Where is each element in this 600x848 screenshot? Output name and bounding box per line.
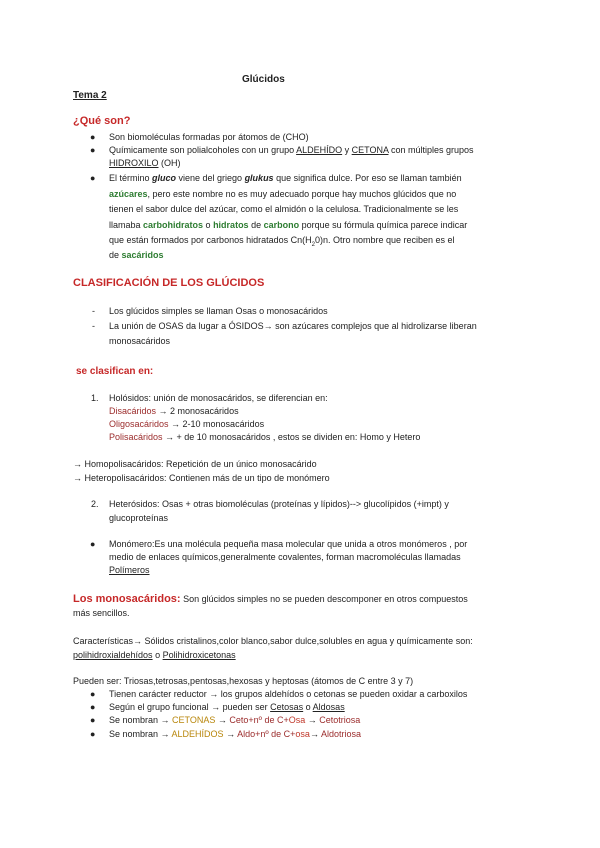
grupo-funcional-item: Según el grupo funcional → pueden ser Cetosas o Aldosas — [109, 702, 345, 712]
bullet-dot: ● — [90, 132, 96, 142]
bullet-dot: ● — [90, 715, 96, 725]
bullet-dot: ● — [90, 702, 96, 712]
monosacaridos-heading-line: Los monosacáridos: Son glúcidos simples no se pueden descomponer en otros compuestos — [73, 593, 468, 605]
bullet-dot: ● — [90, 729, 96, 739]
que-son-bullet-2-line-2: HIDROXILO (OH) — [109, 158, 181, 168]
que-son-bullet-1: Son biomoléculas formadas por átomos de (CHO) — [109, 132, 309, 142]
que-son-bullet-3-line-3: tienen el sabor dulce del azúcar, como el almidón o la celulosa. Tradicionalmente se les — [109, 204, 459, 214]
que-son-bullet-3-line-2: azúcares, pero este nombre no es muy adecuado porque hay muchos glúcidos que no — [109, 189, 457, 199]
monomero-line-2: medio de enlaces químicos,generalmente covalentes, forman macromoléculas llamadas — [109, 552, 461, 562]
tema-label: Tema 2 — [73, 90, 107, 101]
que-son-bullet-3-line-6: de sacáridos — [109, 250, 164, 260]
que-son-bullet-3-line-1: El término gluco viene del griego glukus que significa dulce. Por eso se llaman también — [109, 173, 462, 183]
que-son-bullet-3-line-4: llamaba carbohidratos o hidratos de carbono porque su fórmula química parece indicar — [109, 220, 468, 230]
pueden-ser-line: Pueden ser: Triosas,tetrosas,pentosas,hexosas y heptosas (átomos de C entre 3 y 7) — [73, 676, 414, 686]
caracteristicas-line-2: polihidroxialdehídos o Polihidroxicetonas — [73, 650, 236, 660]
dash-bullet: - — [92, 321, 95, 331]
section-heading-que-son: ¿Qué son? — [73, 115, 131, 127]
aldehidos-naming-item: Se nombran → ALDEHÍDOS → Aldo+nº de C+osa→ Aldotriosa — [109, 729, 361, 739]
cetonas-naming-item: Se nombran → CETONAS → Ceto+nº de C+Osa → Cetotriosa — [109, 715, 361, 725]
homopolisacaridos-line: → Homopolisacáridos: Repetición de un único monosacárido — [73, 459, 317, 469]
list-number-1: 1. — [91, 393, 99, 403]
heterosidos-line-2: glucoproteínas — [109, 513, 169, 523]
heteropolisacaridos-line: → Heteropolisacáridos: Contienen más de un tipo de monómero — [73, 473, 330, 483]
list-number-2: 2. — [91, 499, 99, 509]
polisacaridos-item: Polisacáridos → + de 10 monosacáridos , estos se dividen en: Homo y Hetero — [109, 432, 421, 442]
caracteristicas-line-1: Características→ Sólidos cristalinos,color blanco,sabor dulce,solubles en agua y químicamente son: — [73, 636, 473, 646]
bullet-dot: ● — [90, 173, 96, 183]
holosidos-item: Holósidos: unión de monosacáridos, se diferencian en: — [109, 393, 328, 403]
clasificacion-item-1: Los glúcidos simples se llaman Osas o monosacáridos — [109, 306, 328, 316]
section-heading-clasificacion: CLASIFICACIÓN DE LOS GLÚCIDOS — [73, 277, 265, 289]
bullet-dot: ● — [90, 539, 96, 549]
bullet-dot: ● — [90, 689, 96, 699]
monosacaridos-heading-line-2: más sencillos. — [73, 608, 130, 618]
monomero-line-3: Polímeros — [109, 565, 150, 575]
clasificacion-item-2-line-1: La unión de OSAS da lugar a ÓSIDOS→ son azúcares complejos que al hidrolizarse liberan — [109, 321, 477, 331]
reductor-item: Tienen carácter reductor → los grupos aldehídos o cetonas se pueden oxidar a carboxilos — [109, 689, 468, 699]
bullet-dot: ● — [90, 145, 96, 155]
oligosacaridos-item: Oligosacáridos → 2-10 monosacáridos — [109, 419, 265, 429]
dash-bullet: - — [92, 306, 95, 316]
monomero-line-1: Monómero:Es una molécula pequeña masa molecular que unida a otros monómeros , por — [109, 539, 468, 549]
heterosidos-line-1: Heterósidos: Osas + otras biomoléculas (proteínas y lípidos)--> glucolípidos (+impt) y — [109, 499, 449, 509]
que-son-bullet-3-line-5: que están formados por carbonos hidratados $Cn(H_20)n$. Otro nombre que reciben es el — [109, 235, 455, 248]
section-heading-se-clasifican: se clasifican en: — [76, 366, 154, 377]
clasificacion-item-2-line-2: monosacáridos — [109, 336, 171, 346]
disacaridos-item: Disacáridos → 2 monosacáridos — [109, 406, 239, 416]
que-son-bullet-2-line-1: Químicamente son polialcoholes con un grupo ALDEHÍDO y CETONA con múltiples grupos — [109, 145, 474, 155]
page-title: Glúcidos — [242, 74, 285, 85]
